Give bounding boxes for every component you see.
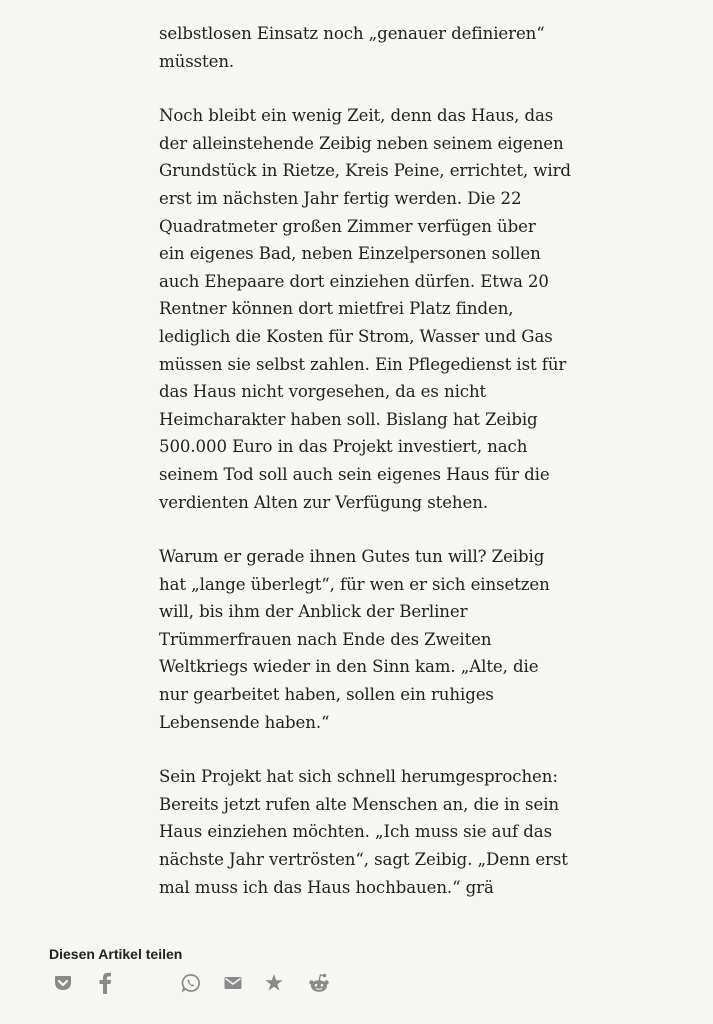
paragraph-line: Noch bleibt ein wenig Zeit, denn das Haus, das — [159, 106, 554, 126]
paragraph-line: 500.000 Euro in das Projekt investiert, nach — [159, 437, 528, 457]
share-icon-row — [49, 971, 349, 1001]
reddit-icon[interactable] — [307, 971, 331, 995]
paragraph-line: Bereits jetzt rufen alte Menschen an, die in sein — [159, 794, 559, 814]
paragraph-line: lediglich die Kosten für Strom, Wasser und Gas — [159, 326, 553, 346]
paragraph-line: auch Ehepaare dort einziehen dürfen. Etwa 20 — [159, 271, 549, 291]
paragraph-line: Quadratmeter großen Zimmer verfügen über — [159, 216, 536, 236]
paragraph-line: Warum er gerade ihnen Gutes tun will? Zeibig — [159, 547, 545, 567]
paragraph-line: selbstlosen Einsatz noch „genauer definieren“ — [159, 24, 545, 43]
facebook-icon[interactable] — [93, 971, 117, 995]
paragraph-line: seinem Tod soll auch sein eigenes Haus für die — [159, 464, 550, 484]
paragraph-line: hat „lange überlegt“, für wen er sich einsetzen — [159, 574, 550, 594]
paragraph-line: nur gearbeitet haben, sollen ein ruhiges — [159, 685, 494, 705]
share-title: Diesen Artikel teilen — [49, 946, 183, 962]
pocket-icon[interactable] — [51, 971, 75, 995]
paragraph-line: müssen sie selbst zahlen. Ein Pflegedienst ist für — [159, 354, 567, 374]
paragraph-line: mal muss ich das Haus hochbauen.“ grä — [159, 877, 494, 897]
paragraph-line: nächste Jahr vertrösten“, sagt Zeibig. „Denn erst — [159, 850, 568, 870]
paragraph-line: ein eigenes Bad, neben Einzelpersonen sollen — [159, 244, 541, 264]
paragraph-line: Lebensende haben.“ — [159, 712, 330, 732]
paragraph-line: verdienten Alten zur Verfügung stehen. — [159, 492, 488, 512]
paragraph-line: Trümmerfrauen nach Ende des Zweiten — [159, 629, 492, 649]
article-paragraph — [159, 543, 589, 736]
star-icon[interactable] — [262, 971, 286, 995]
paragraph-line: das Haus nicht vorgesehen, da es nicht — [159, 382, 487, 402]
whatsapp-icon[interactable] — [179, 971, 203, 995]
paragraph-line: müssten. — [159, 51, 235, 71]
paragraph-line: Rentner können dort mietfrei Platz finden, — [159, 299, 514, 319]
article-paragraph — [159, 102, 589, 516]
paragraph-line: der alleinstehende Zeibig neben seinem eigenen — [159, 133, 564, 153]
paragraph-line: erst im nächsten Jahr fertig werden. Die 22 — [159, 188, 522, 208]
paragraph-line: Heimcharakter haben soll. Bislang hat Zeibig — [159, 409, 538, 429]
email-icon[interactable] — [221, 971, 245, 995]
paragraph-line: Weltkriegs wieder in den Sinn kam. „Alte, die — [159, 657, 539, 677]
paragraph-line: will, bis ihm der Anblick der Berliner — [159, 602, 468, 622]
article-body — [159, 20, 589, 928]
paragraph-line: Sein Projekt hat sich schnell herumgesprochen: — [159, 767, 558, 787]
paragraph-line: Haus einziehen möchten. „Ich muss sie auf das — [159, 822, 553, 842]
paragraph-line: Grundstück in Rietze, Kreis Peine, errichtet, wird — [159, 161, 571, 181]
article-paragraph — [159, 763, 589, 901]
share-section — [49, 945, 349, 1001]
article-paragraph — [159, 20, 589, 75]
